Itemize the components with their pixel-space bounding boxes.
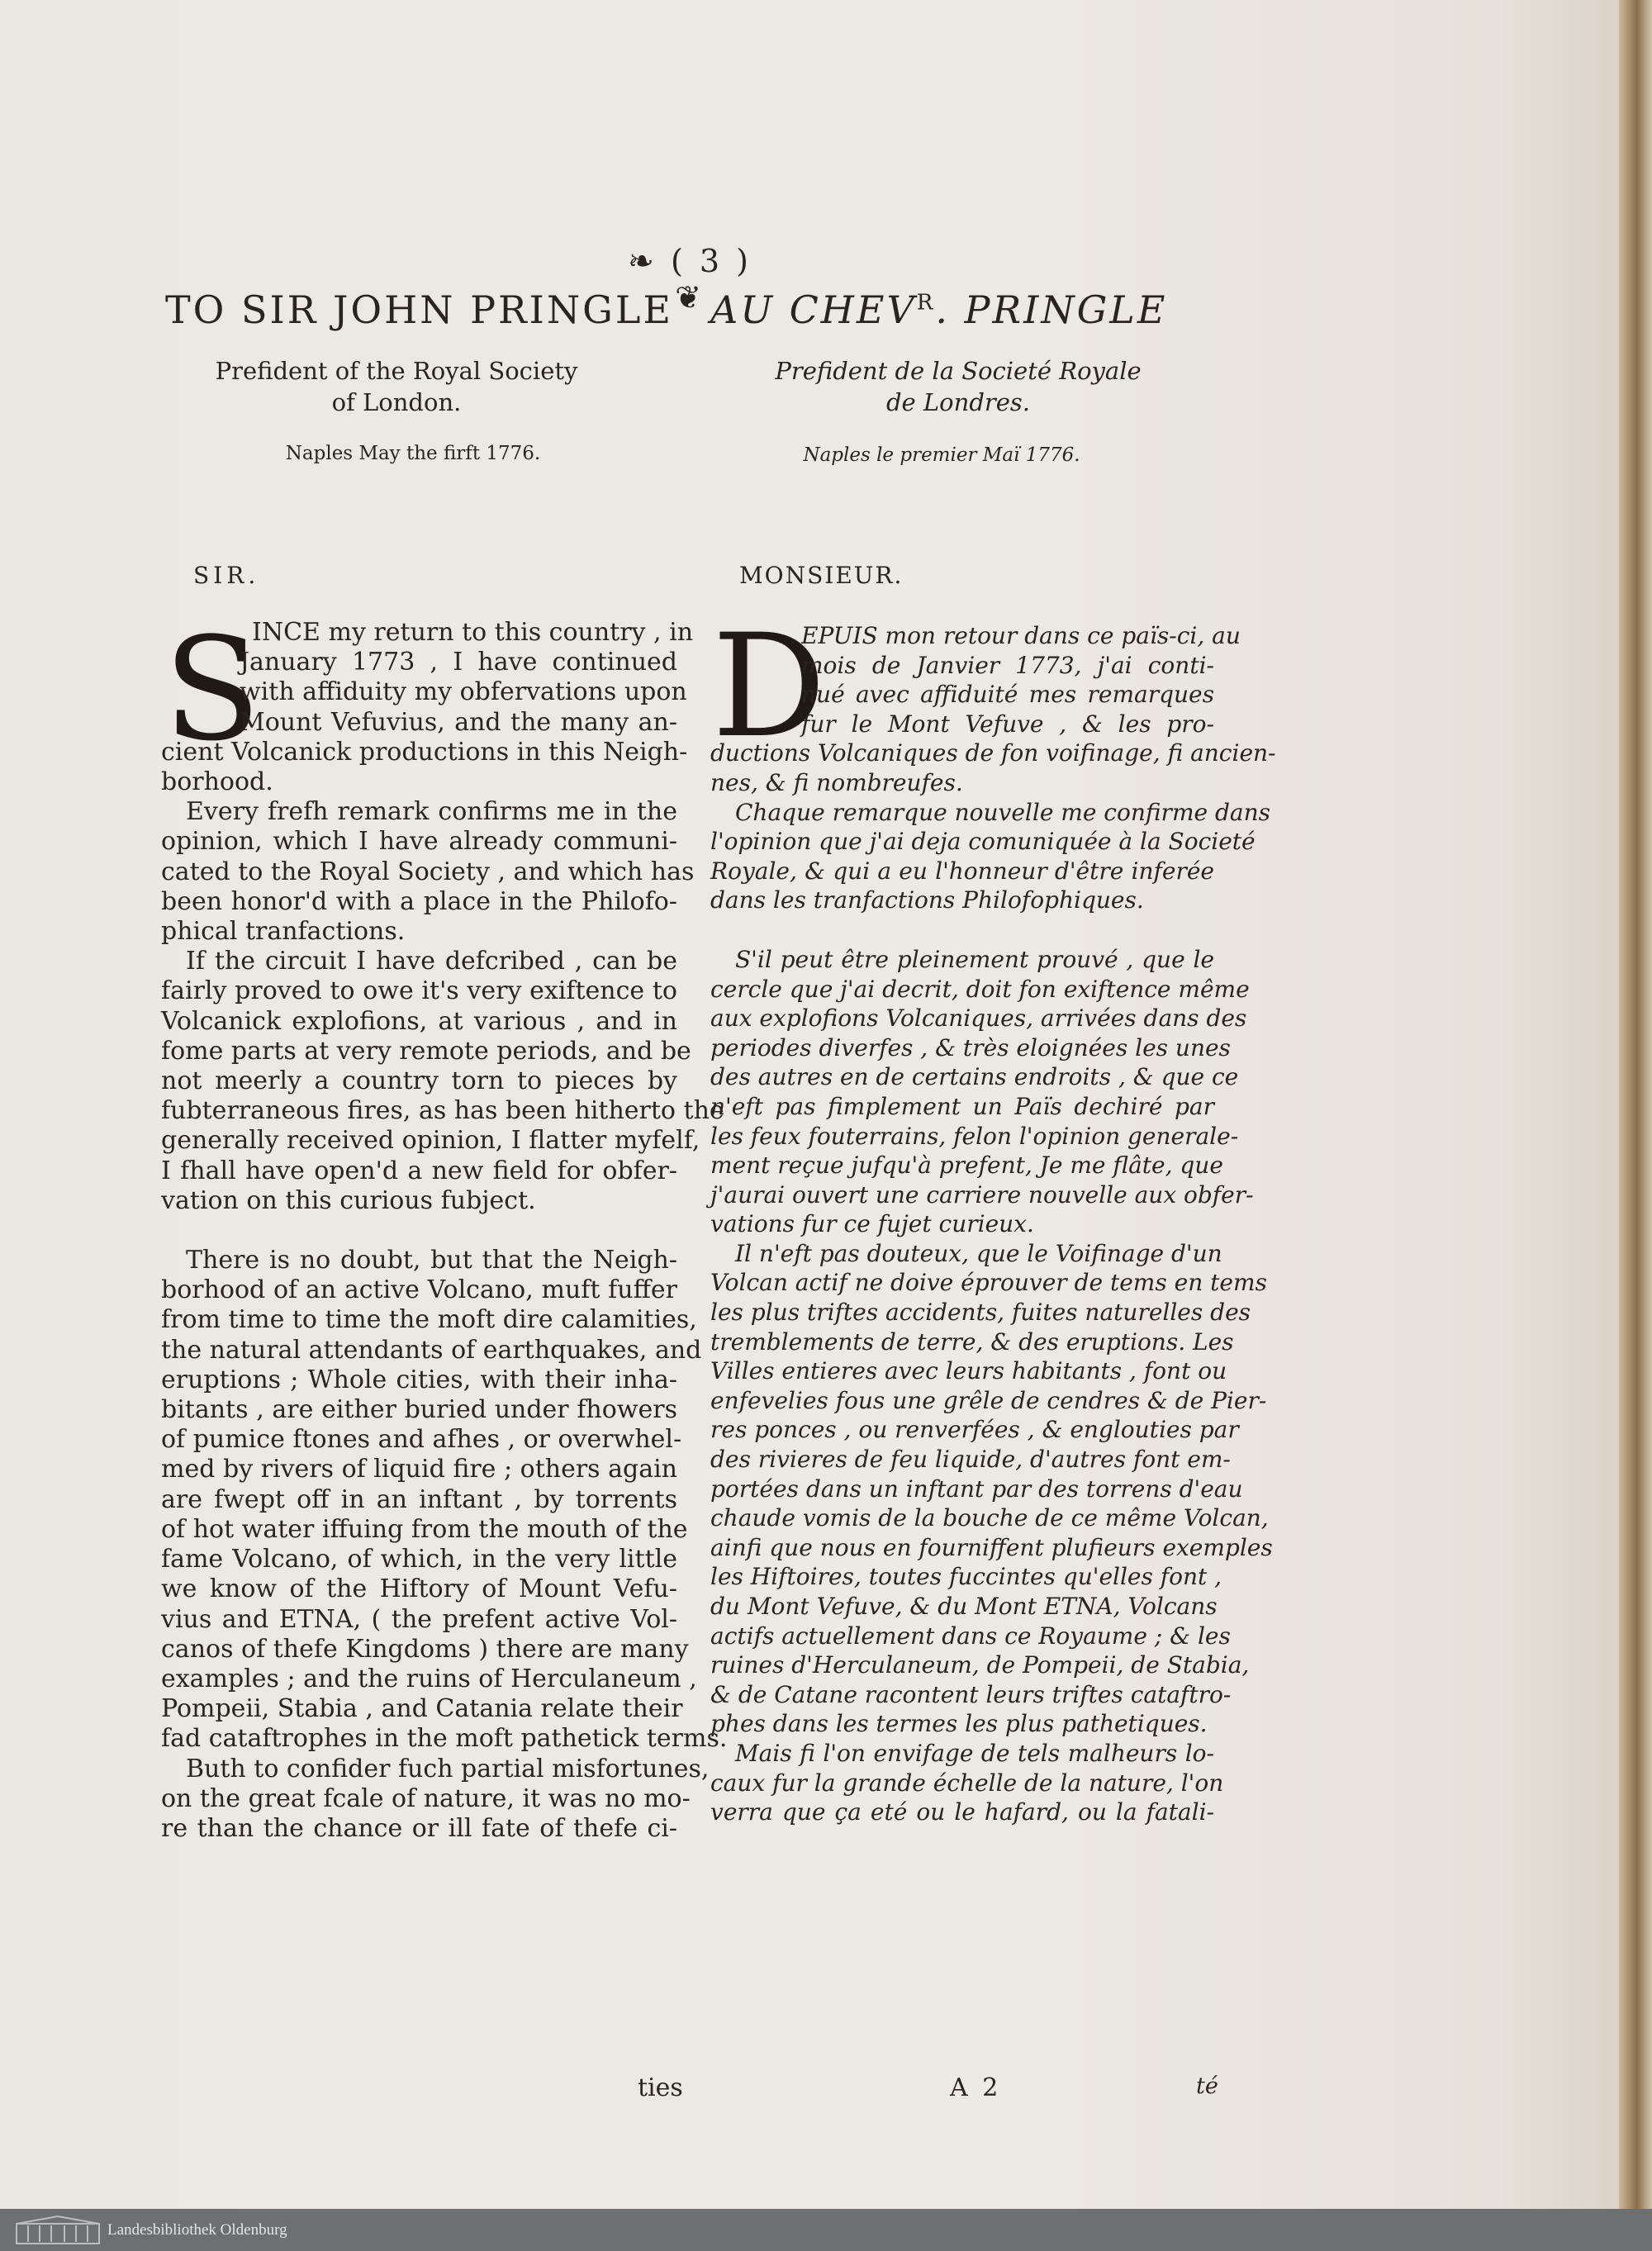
body-line: les Hiftoires, toutes fuccintes qu'elles font ,: [710, 1563, 1222, 1591]
body-line: nes, & fi nombreufes.: [710, 768, 963, 796]
body-line: Volcanick explofions, at various , and in: [161, 1006, 677, 1036]
body-line: les feux fouterrains, felon l'opinion generale-: [710, 1122, 1239, 1150]
body-line: of hot water iffuing from the mouth of the: [161, 1514, 688, 1544]
body-line: Mais fi l'on envifage de tels malheurs lo-: [735, 1739, 1214, 1767]
body-line: n'eft pas fimplement un Païs dechiré par: [710, 1092, 1214, 1120]
body-line: l'opinion que j'ai deja comuniquée à la Societé: [710, 828, 1256, 856]
page-edge: [1619, 0, 1652, 2209]
body-line: I fhall have open'd a new field for obfer-: [161, 1156, 677, 1185]
body-line: EPUIS mon retour dans ce païs-ci, au: [801, 622, 1241, 649]
title-english: TO SIR JOHN PRINGLE: [165, 287, 673, 332]
body-line: j'aurai ouvert une carriere nouvelle aux obfer-: [710, 1180, 1254, 1209]
body-line: cercle que j'ai decrit, doit fon exiftence même: [710, 975, 1250, 1003]
body-line: periodes diverfes , & très eloignées les unes: [710, 1033, 1231, 1061]
salutation-english: SIR.: [193, 562, 260, 589]
body-line: January 1773 , I have continued: [240, 648, 677, 677]
body-line: phical tranfactions.: [161, 917, 406, 947]
body-line: from time to time the moft dire calamities,: [161, 1305, 697, 1335]
body-line: vations fur ce fujet curieux.: [710, 1210, 1034, 1238]
dropcap-english: S: [164, 606, 261, 772]
body-line: mois de Janvier 1773, j'ai conti-: [801, 651, 1214, 679]
body-line: fad cataftrophes in the moft pathetick terms.: [161, 1724, 728, 1754]
body-line: fubterraneous fires, as has been hitherto the: [161, 1096, 724, 1126]
date-english: Naples May the firft 1776.: [285, 443, 541, 464]
body-line: canos of thefe Kingdoms ) there are many: [161, 1634, 689, 1664]
body-line: Mount Vefuvius, and the many an-: [240, 707, 677, 737]
body-line: Buth to confider fuch partial misfortunes,: [186, 1754, 710, 1783]
ornament-right-icon: ❦: [675, 279, 705, 316]
body-line: med by rivers of liquid fire ; others again: [161, 1455, 677, 1484]
body-line: actifs actuellement dans ce Royaume ; & les: [710, 1622, 1231, 1650]
body-line: vius and ETNA, ( the prefent active Vol-: [161, 1604, 677, 1634]
body-line: Villes entieres avec leurs habitants , font ou: [710, 1357, 1227, 1385]
body-line: borhood.: [161, 767, 273, 797]
body-line: ruines d'Herculaneum, de Pompeii, de Stabia,: [710, 1651, 1250, 1679]
body-line: on the great fcale of nature, it was no mo-: [161, 1783, 691, 1813]
body-line: If the circuit I have defcribed , can be: [186, 947, 677, 976]
body-line: opinion, which I have already communi-: [161, 827, 677, 857]
body-line: bitants , are either buried under fhowers: [161, 1395, 677, 1425]
body-line: fairly proved to owe it's very exiftence to: [161, 976, 677, 1006]
body-line: Il n'eft pas douteux, que le Voifinage d'un: [735, 1239, 1222, 1267]
body-line: cated to the Royal Society , and which has: [161, 857, 695, 886]
body-line: dans les tranfactions Philofophiques.: [710, 886, 1144, 914]
body-line: les plus triftes accidents, fuites naturelles des: [710, 1299, 1251, 1327]
body-line: chaude vomis de la bouche de ce même Volcan,: [710, 1504, 1269, 1532]
body-line: portées dans un inftant par des torrens d'eau: [710, 1475, 1243, 1503]
body-line: vation on this curious fubject.: [161, 1185, 536, 1215]
salutation-french: MONSIEUR.: [739, 562, 904, 589]
body-line: cient Volcanick productions in this Neigh-: [161, 737, 688, 767]
body-line: & de Catane racontent leurs triftes cataftro-: [710, 1680, 1232, 1708]
body-line: fame Volcano, of which, in the very little: [161, 1545, 677, 1574]
body-line: borhood of an active Volcano, muft fuffer: [161, 1275, 677, 1305]
title-french-end: . PRINGLE: [935, 287, 1168, 332]
body-line: we know of the Hiftory of Mount Vefu-: [161, 1574, 677, 1604]
body-line: aux explofions Volcaniques, arrivées dans des: [710, 1004, 1247, 1033]
subtitle-english-line2: of London.: [331, 388, 462, 416]
body-line: are fwept off in an inftant , by torrents: [161, 1484, 677, 1514]
body-line: nué avec affiduité mes remarques: [801, 681, 1214, 709]
body-line: There is no doubt, but that the Neigh-: [186, 1246, 677, 1275]
subtitle-english-line1: Prefident of the Royal Society: [215, 357, 578, 385]
body-line: Every frefh remark confirms me in the: [186, 797, 677, 827]
subtitle-english: [198, 355, 595, 418]
body-line: enfevelies fous une grêle de cendres & de Pier-: [710, 1386, 1267, 1414]
catchword-french: té: [1196, 2073, 1218, 2099]
body-line: Pompeii, Stabia , and Catania relate their: [161, 1694, 683, 1724]
body-line: Volcan actif ne doive éprouver de tems en tems: [710, 1269, 1267, 1297]
library-building-icon: [13, 2214, 102, 2247]
english-column: [161, 606, 728, 1844]
body-line: examples ; and the ruins of Herculaneum ,: [161, 1664, 697, 1693]
body-line: INCE my return to this country , in: [252, 618, 694, 647]
body-line: verra que ça eté ou le hafard, ou la fatali-: [710, 1798, 1214, 1826]
body-line: not meerly a country torn to pieces by: [161, 1066, 677, 1096]
title-french: [710, 287, 1222, 332]
body-line: been honor'd with a place in the Philofo-: [161, 886, 677, 916]
body-line: caux fur la grande échelle de la nature, l'on: [710, 1769, 1224, 1797]
paragraph-gap: [161, 1216, 677, 1246]
footer-label: Landesbibliothek Oldenburg: [107, 2220, 287, 2239]
body-line: fome parts at very remote periods, and be: [161, 1036, 691, 1066]
body-line: ainfi que nous en fourniffent plufieurs exemples: [710, 1533, 1273, 1561]
ornament-left-icon: ❧: [628, 243, 657, 279]
body-line: du Mont Vefuve, & du Mont ETNA, Volcans: [710, 1593, 1218, 1620]
body-line: des rivieres de feu liquide, d'autres font em-: [710, 1446, 1231, 1474]
catchword-english: ties: [638, 2073, 683, 2102]
body-line: of pumice ftones and afhes , or overwhel-: [161, 1425, 682, 1455]
body-line: tremblements de terre, & des eruptions. Les: [710, 1327, 1234, 1356]
body-line: Royale, & qui a eu l'honneur d'être inferée: [710, 857, 1214, 885]
paragraph-gap: [710, 915, 1214, 945]
body-line: generally received opinion, I flatter myfelf,: [161, 1126, 700, 1156]
body-line: eruptions ; Whole cities, with their inha-: [161, 1365, 677, 1394]
body-line: res ponces , ou renverfées , & englouties par: [710, 1416, 1239, 1444]
body-line: the natural attendants of earthquakes, and: [161, 1335, 702, 1365]
title-french-main: AU CHEV: [710, 287, 917, 332]
body-line: S'il peut être pleinement prouvé , que le: [735, 945, 1214, 973]
dropcap-french: D: [712, 603, 826, 769]
body-line: phes dans les termes les plus pathetiques.: [710, 1710, 1208, 1738]
body-line: ductions Volcaniques de fon voifinage, fi ancien-: [710, 739, 1276, 767]
signature-mark: A 2: [950, 2073, 1002, 2102]
body-line: re than the chance or ill fate of thefe ci-: [161, 1813, 677, 1843]
body-line: des autres en de certains endroits , & que ce: [710, 1063, 1239, 1091]
subtitle-french-line2: de Londres.: [885, 388, 1031, 416]
subtitle-french: [743, 355, 1173, 418]
page-number-text: ( 3 ): [670, 243, 752, 279]
footer-bar: [0, 2209, 1652, 2251]
body-line: with affiduity my obfervations upon: [240, 677, 687, 707]
date-french: Naples le premier Maï 1776.: [803, 444, 1080, 466]
body-line: ment reçue jufqu'à prefent, Je me flâte, que: [710, 1152, 1223, 1180]
french-column: [710, 603, 1276, 1827]
body-line: fur le Mont Vefuve , & les pro-: [801, 710, 1214, 738]
body-line: Chaque remarque nouvelle me confirme dans: [735, 798, 1270, 826]
subtitle-french-line1: Prefident de la Societé Royale: [775, 357, 1142, 385]
title-french-sup: R: [916, 290, 936, 316]
